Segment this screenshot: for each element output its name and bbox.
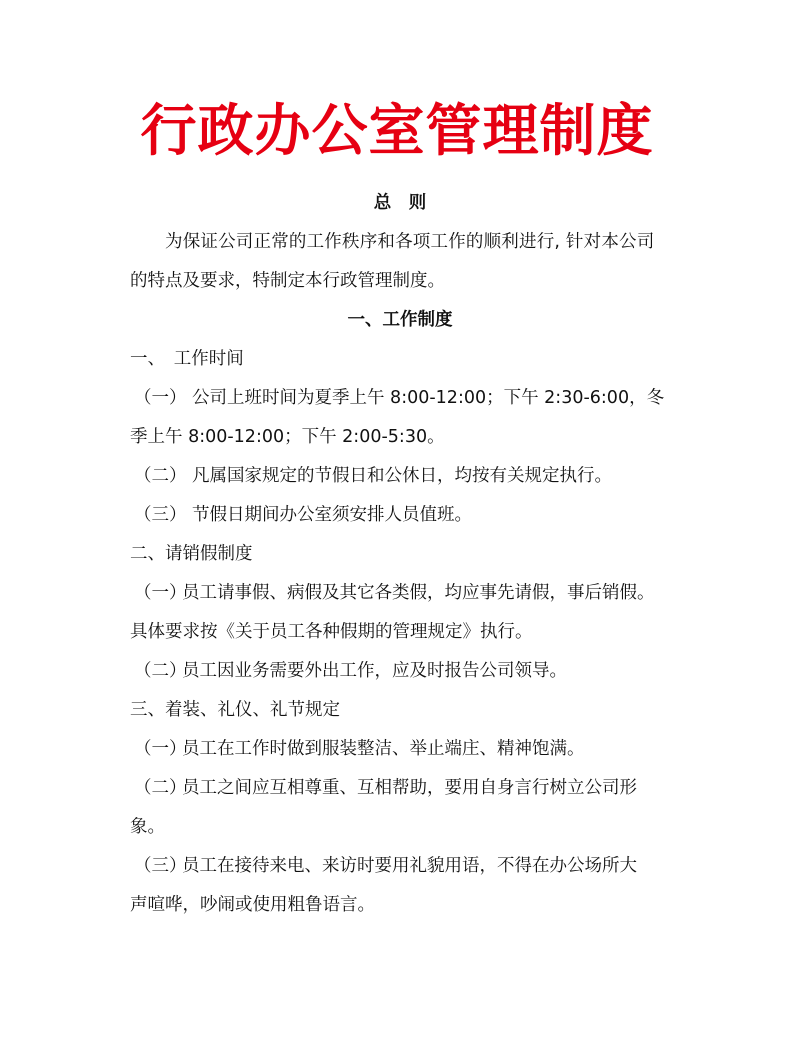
list-item-continuation: 具体要求按《关于员工各种假期的管理规定》执行。 — [130, 622, 533, 642]
general-paragraph-line: 的特点及要求，特制定本行政管理制度。 — [130, 271, 445, 291]
list-item — [130, 457, 670, 496]
list-item-text: 员工因业务需要外出工作，应及时报告公司领导。 — [182, 661, 567, 681]
section-heading-work-rules: 一、工作制度 — [347, 310, 453, 330]
subsection-title: 三、着装、礼仪、礼节规定 — [130, 700, 340, 720]
list-item-number: （二） — [134, 661, 187, 681]
general-paragraph-line: 为保证公司正常的工作秩序和各项工作的顺利进行, 针对本公司 — [165, 232, 655, 252]
list-item-number: （三） — [134, 856, 187, 876]
list-item-number: （三） — [134, 505, 187, 525]
subsection-title: 二、请销假制度 — [130, 544, 253, 564]
document-title: 行政办公室管理制度 — [140, 99, 654, 164]
list-item — [130, 730, 670, 769]
list-item-number: （一） — [134, 583, 187, 603]
list-item-text: 节假日期间办公室须安排人员值班。 — [192, 505, 472, 525]
list-item — [130, 847, 670, 886]
list-item-number: （二） — [134, 466, 187, 486]
list-item-text: 公司上班时间为夏季上午 8:00-12:00；下午 2:30-6:00，冬 — [192, 388, 665, 408]
list-item — [130, 769, 670, 808]
general-heading: 总 则 — [373, 193, 427, 213]
list-item-continuation: 声喧哗，吵闹或使用粗鲁语言。 — [130, 895, 375, 915]
list-item — [130, 652, 670, 691]
list-item — [130, 379, 670, 418]
list-item-text: 员工之间应互相尊重、互相帮助，要用自身言行树立公司形 — [182, 778, 637, 798]
list-item — [130, 574, 670, 613]
subsection-title: 一、 工作时间 — [130, 349, 244, 369]
list-item — [130, 496, 670, 535]
list-item-number: （二） — [134, 778, 187, 798]
list-item-text: 员工在接待来电、来访时要用礼貌用语，不得在办公场所大 — [182, 856, 637, 876]
list-item-text: 员工在工作时做到服装整洁、举止端庄、精神饱满。 — [182, 739, 585, 759]
list-item-text: 员工请事假、病假及其它各类假，均应事先请假，事后销假。 — [182, 583, 655, 603]
list-item-number: （一） — [134, 739, 187, 759]
list-item-continuation: 季上午 8:00-12:00；下午 2:00-5:30。 — [130, 427, 445, 447]
list-item-continuation: 象。 — [130, 817, 165, 837]
list-item-number: （一） — [134, 388, 187, 408]
list-item-text: 凡属国家规定的节假日和公休日，均按有关规定执行。 — [192, 466, 612, 486]
document-body — [130, 184, 670, 925]
